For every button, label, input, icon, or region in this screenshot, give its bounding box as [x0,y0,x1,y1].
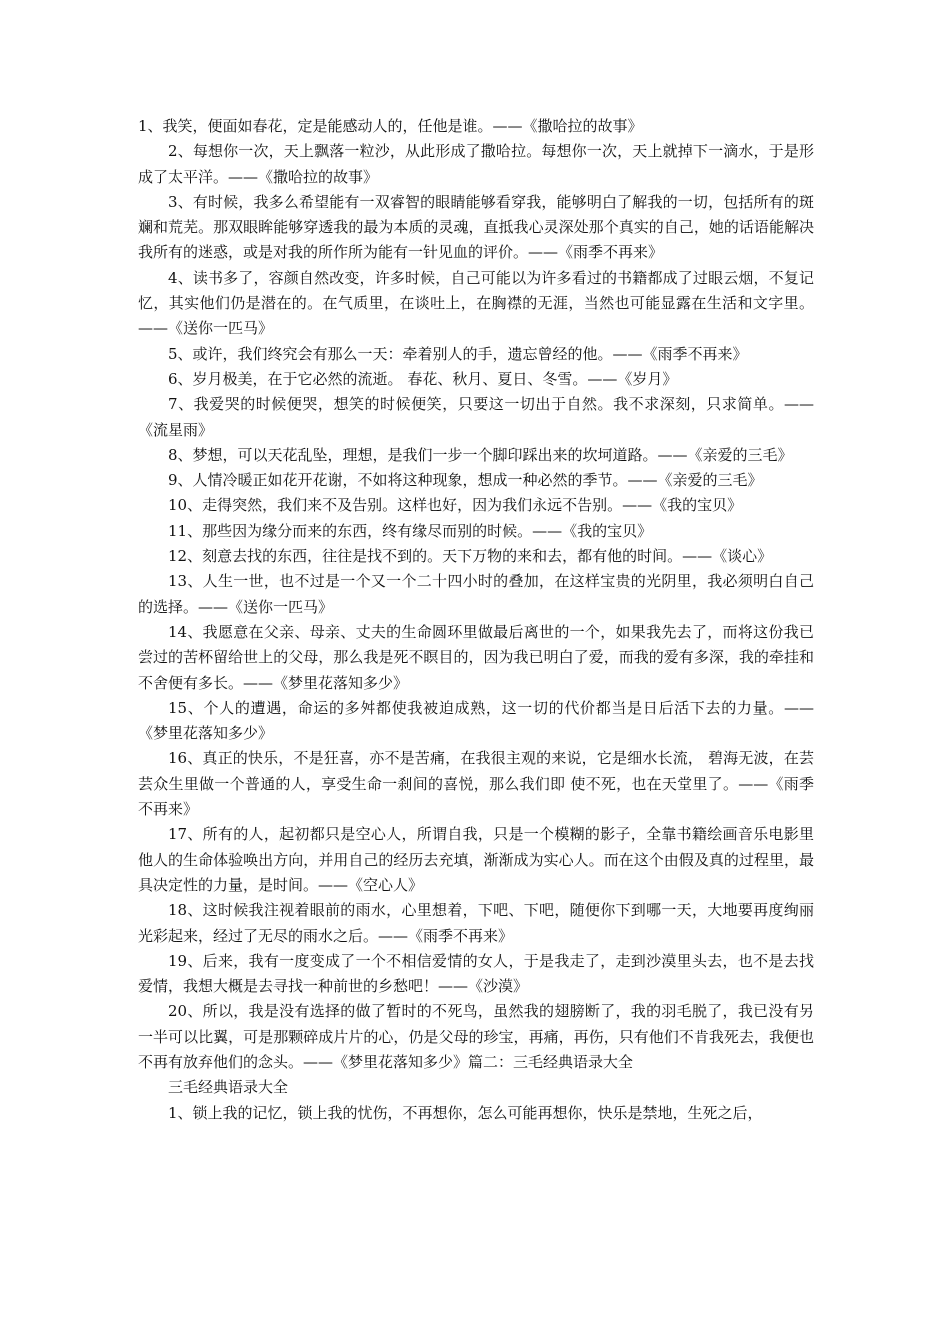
paragraph-quote-20: 20、所以，我是没有选择的做了暂时的不死鸟，虽然我的翅膀断了，我的羽毛脱了，我已没有另一半可以比翼，可是那颗碎成片片的心，仍是父母的珍宝，再痛，再伤，只有他们不肯我死去，我便也不再有放弃他们的念头。——《梦里花落知多少》篇二：三毛经典语录大全 [138,1002,814,1071]
paragraph-quote-2: 2、每想你一次，天上飘落一粒沙，从此形成了撒哈拉。每想你一次，天上就掉下一滴水，于是形成了太平洋。——《撒哈拉的故事》 [138,142,814,186]
paragraph-quote-8: 8、梦想，可以天花乱坠，理想，是我们一步一个脚印踩出来的坎坷道路。——《亲爱的三毛》 [168,445,793,464]
document-body [138,114,814,1126]
paragraph-section2-quote-1: 1、锁上我的记忆，锁上我的忧伤，不再想你，怎么可能再想你，快乐是禁地，生死之后， [168,1103,763,1122]
paragraph-quote-13: 13、人生一世，也不过是一个又一个二十四小时的叠加，在这样宝贵的光阴里，我必须明白自己的选择。——《送你一匹马》 [138,572,814,616]
paragraph-quote-16: 16、真正的快乐，不是狂喜，亦不是苦痛，在我很主观的来说，它是细水长流， 碧海无波，在芸芸众生里做一个普通的人，享受生命一刹间的喜悦，那么我们即 使不死，也在天堂里了。——《雨季不再来》 [138,749,814,819]
paragraph-quote-15: 15、个人的遭遇，命运的多舛都使我被迫成熟，这一切的代价都当是日后活下去的力量。——《梦里花落知多少》 [138,698,814,743]
paragraph-quote-6: 6、岁月极美，在于它必然的流逝。 春花、秋月、夏日、冬雪。——《岁月》 [168,369,678,388]
paragraph-quote-12: 12、刻意去找的东西，往往是找不到的。天下万物的来和去，都有他的时间。——《谈心》 [168,547,773,566]
paragraph-quote-9: 9、人情冷暖正如花开花谢，不如将这种现象，想成一种必然的季节。——《亲爱的三毛》 [168,471,763,490]
paragraph-quote-7: 7、我爱哭的时候便哭，想笑的时候便笑，只要这一切出于自然。我不求深刻，只求简单。——《流星雨》 [138,395,814,439]
paragraph-quote-11: 11、那些因为缘分而来的东西，终有缘尽而别的时候。——《我的宝贝》 [168,521,653,540]
paragraph-quote-19: 19、后来，我有一度变成了一个不相信爱情的女人，于是我走了，走到沙漠里头去，也不是去找爱情，我想大概是去寻找一种前世的乡愁吧！——《沙漠》 [138,951,814,996]
section-heading: 三毛经典语录大全 [168,1078,289,1097]
paragraph-quote-3: 3、有时候，我多么希望能有一双睿智的眼睛能够看穿我，能够明白了解我的一切，包括所有的斑斓和荒芜。那双眼眸能够穿透我的最为本质的灵魂，直抵我心灵深处那个真实的自己，她的话语能解决我所有的迷惑，或是对我的所作所为能有一针见血的评价。——《雨季不再来》 [138,192,814,262]
paragraph-quote-4: 4、读书多了，容颜自然改变，许多时候，自己可能以为许多看过的书籍都成了过眼云烟，不复记忆，其实他们仍是潜在的。在气质里，在谈吐上，在胸襟的无涯，当然也可能显露在生活和文字里。——《送你一匹马》 [138,268,814,338]
paragraph-quote-1: 1、我笑，便面如春花，定是能感动人的，任他是谁。——《撒哈拉的故事》 [138,117,643,135]
paragraph-quote-17: 17、所有的人，起初都只是空心人，所谓自我，只是一个模糊的影子，全靠书籍绘画音乐电影里他人的生命体验唤出方向，并用自己的经历去充填，渐渐成为实心人。而在这个由假及真的过程里，最具决定性的力量，是时间。——《空心人》 [138,825,814,894]
paragraph-quote-10: 10、走得突然，我们来不及告别。这样也好，因为我们永远不告别。——《我的宝贝》 [168,496,743,515]
paragraph-quote-14: 14、我愿意在父亲、母亲、丈夫的生命圆环里做最后离世的一个，如果我先去了，而将这份我已尝过的苦杯留给世上的父母，那么我是死不瞑目的，因为我已明白了爱，而我的爱有多深，我的牵挂和不舍便有多长。——《梦里花落知多少》 [138,622,814,692]
paragraph-quote-18: 18、这时候我注视着眼前的雨水，心里想着，下吧、下吧，随便你下到哪一天，大地要再度绚丽光彩起来，经过了无尽的雨水之后。——《雨季不再来》 [138,901,814,945]
paragraph-quote-5: 5、或许，我们终究会有那么一天：牵着别人的手，遗忘曾经的他。——《雨季不再来》 [168,344,748,363]
